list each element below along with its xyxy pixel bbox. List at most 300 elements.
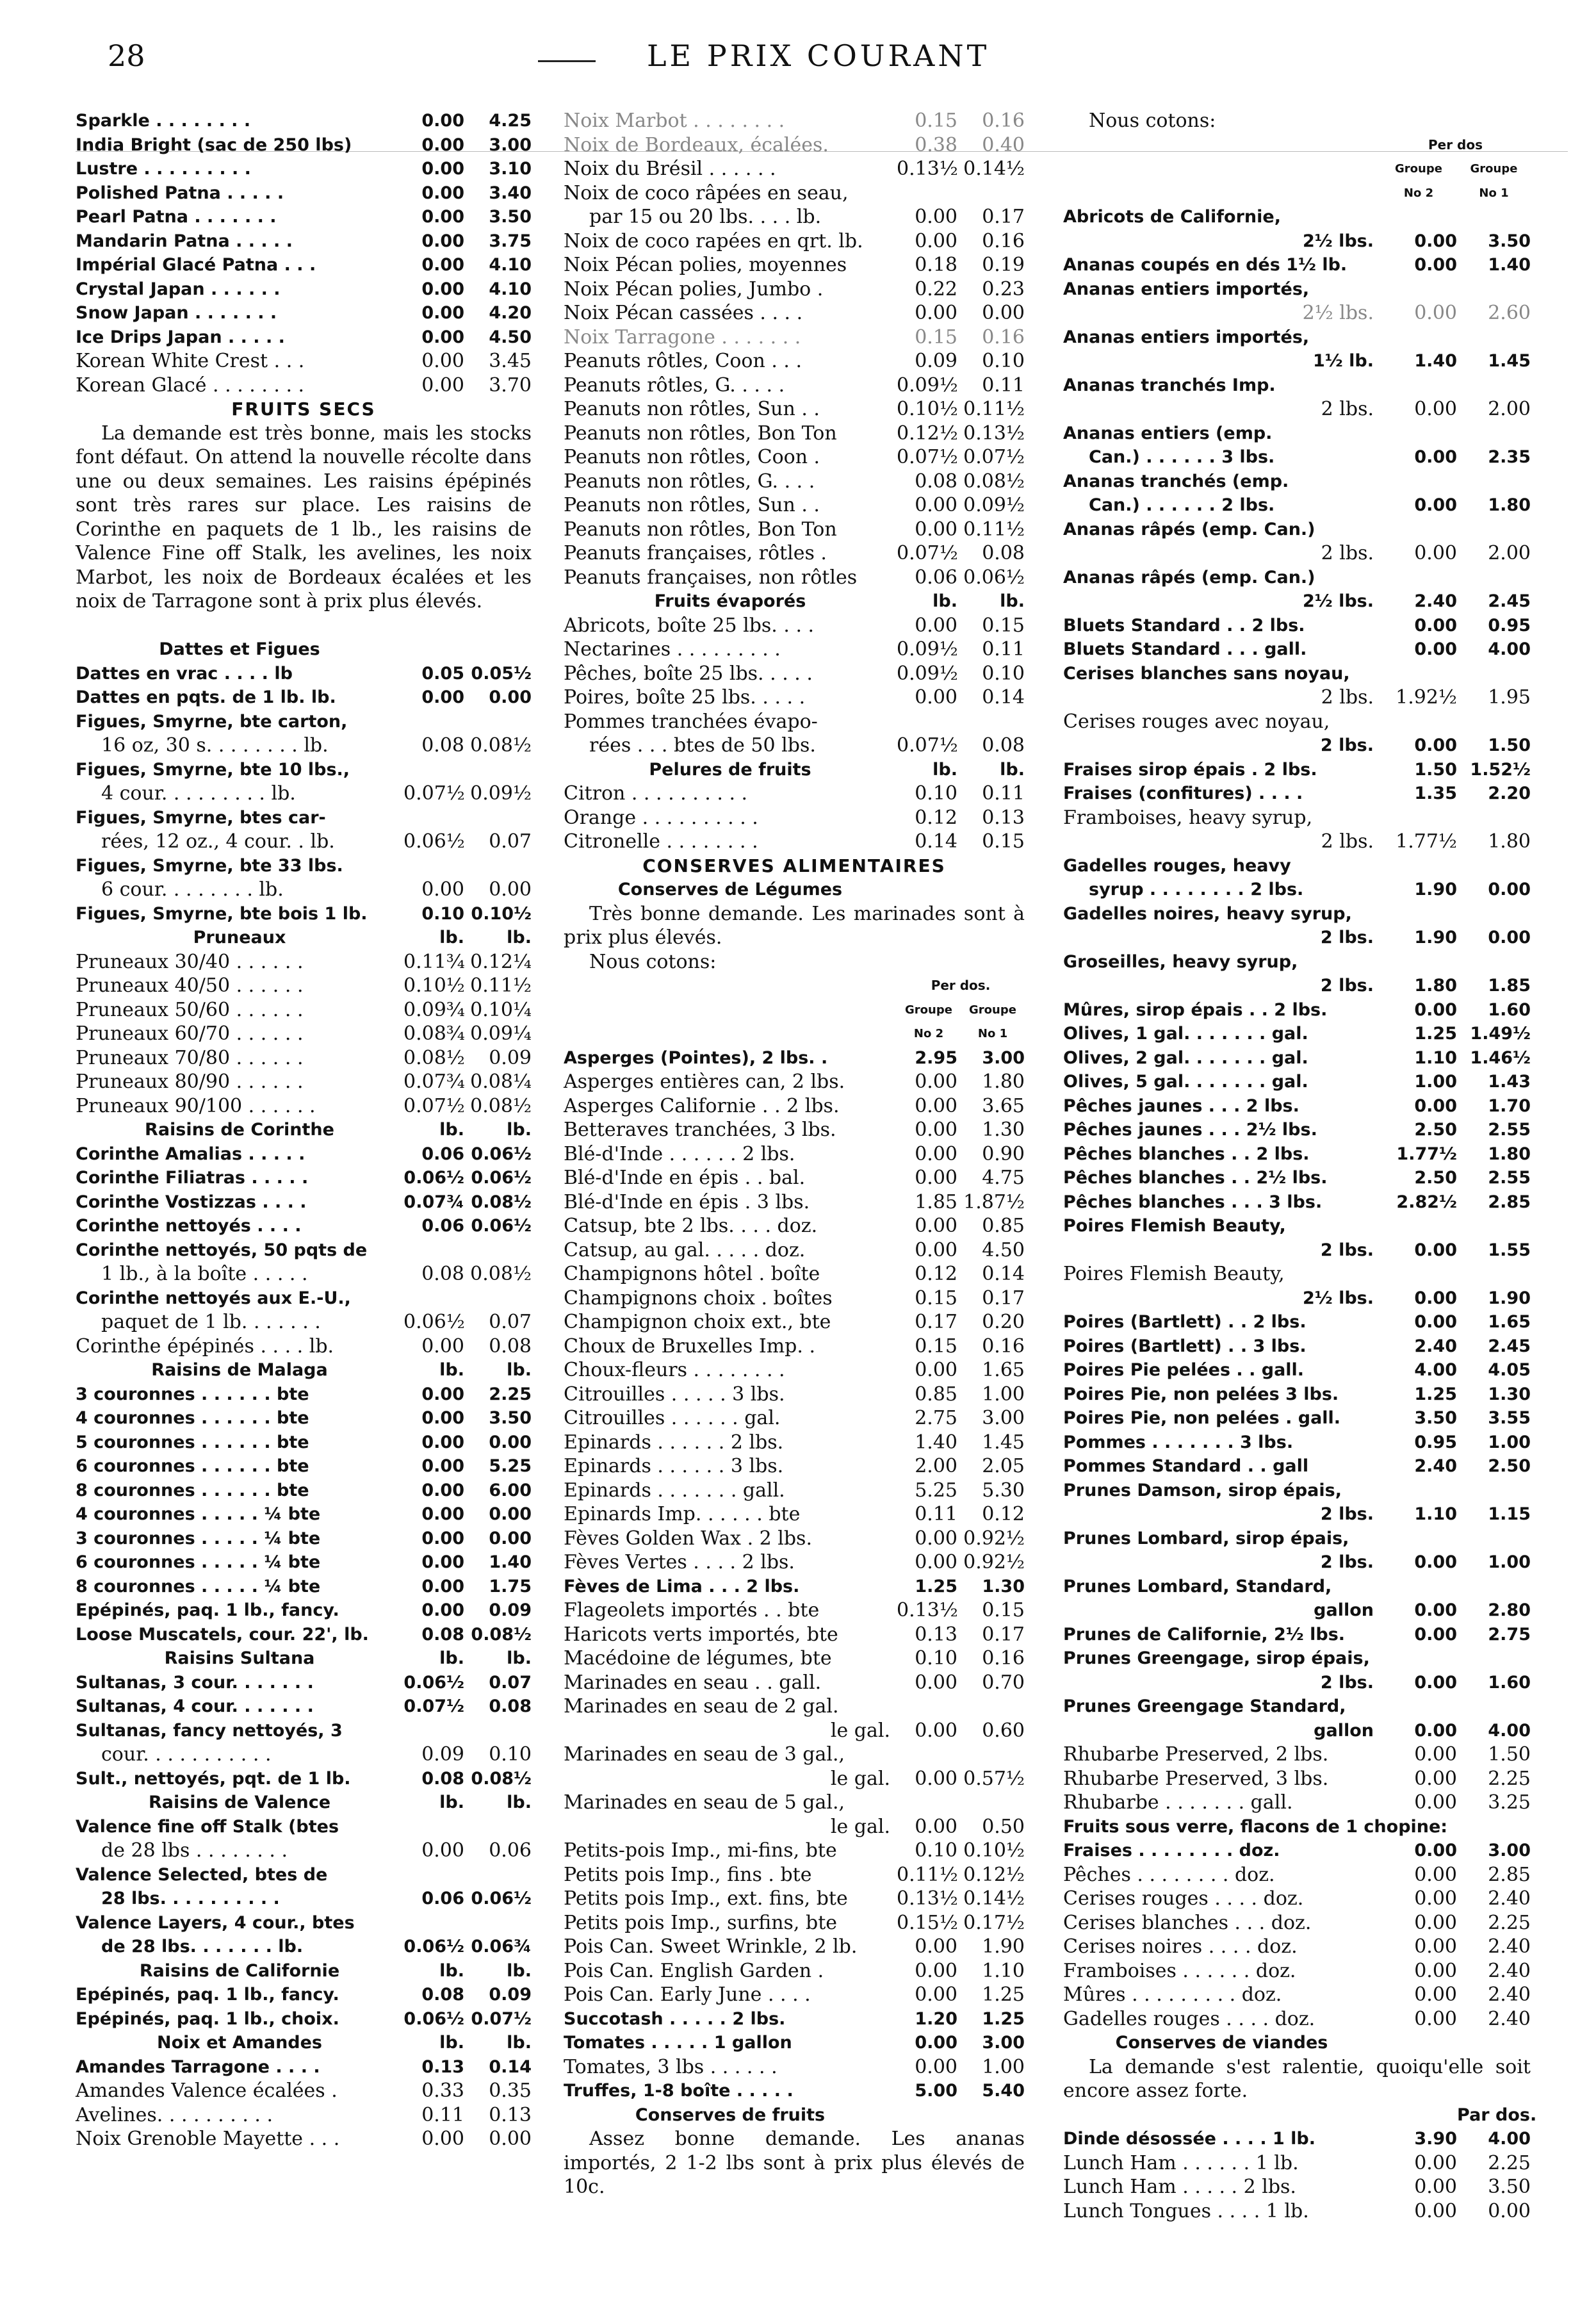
price-group-1: 4.00 <box>1488 1720 1531 1741</box>
price-group-2: 0.00 <box>421 1456 464 1476</box>
price-group-2: 0.00 <box>915 1167 957 1189</box>
column-3 <box>1063 109 1537 2223</box>
price-group-1: 0.06½ <box>471 1216 532 1236</box>
item-label: Noix Pécan polies, Jumbo . <box>564 277 824 300</box>
price-group-2: 0.00 <box>421 1600 464 1620</box>
item-label: Valence fine off Stalk (btes <box>76 1816 339 1837</box>
price-group-1: 0.14½ <box>963 1887 1025 1910</box>
item-label: Rhubarbe Preserved, 2 lbs. <box>1063 1743 1329 1766</box>
item-label: Petits-pois Imp., mi-fins, bte <box>564 1839 837 1862</box>
price-row <box>76 902 532 926</box>
price-row <box>76 662 532 686</box>
price-row <box>564 1911 1025 1935</box>
price-group-2: 2.40 <box>1414 1456 1457 1476</box>
price-row <box>76 998 532 1022</box>
price-group-2: 0.00 <box>915 1071 957 1093</box>
price-group-2: 0.06½ <box>403 1311 465 1333</box>
item-label: Asperges (Pointes), 2 lbs. . <box>564 1047 828 1068</box>
price-group-1: 1.80 <box>1488 495 1531 515</box>
price-group-1: 4.20 <box>489 303 532 323</box>
item-label: Peanuts françaises, non rôtles <box>564 566 858 589</box>
price-row <box>1063 422 1531 446</box>
price-group-1: Par dos. <box>1457 2105 1537 2125</box>
price-group-2: 0.00 <box>915 1671 957 1694</box>
price-row <box>76 253 532 277</box>
price-group-2: 0.08 <box>421 1768 464 1789</box>
price-row <box>76 1887 532 1911</box>
price-row <box>76 1839 532 1863</box>
price-row <box>564 422 1025 446</box>
price-row <box>1063 2175 1531 2199</box>
item-label: cour. . . . . . . . . . . <box>101 1743 272 1766</box>
item-label: 4 cour. . . . . . . . . lb. <box>101 782 296 805</box>
price-group-1: 0.00 <box>489 1528 532 1548</box>
price-row <box>1063 493 1531 518</box>
price-row <box>564 1887 1025 1911</box>
price-row <box>564 325 1025 350</box>
price-row <box>564 1575 1025 1599</box>
price-group-1: 1.00 <box>982 1383 1025 1406</box>
item-label: Korean White Crest . . . <box>76 350 305 372</box>
item-label: Marinades en seau de 2 gal. <box>564 1695 839 1718</box>
price-group-1: 1.95 <box>1488 686 1531 709</box>
price-group-1: 1.45 <box>1488 351 1531 371</box>
item-label: Prunes de Californie, 2½ lbs. <box>1063 1624 1346 1645</box>
price-group-1: 0.06½ <box>471 1144 532 1164</box>
price-group-1: 5.40 <box>982 2081 1025 2101</box>
item-label: Dattes en pqts. de 1 lb. lb. <box>76 687 336 707</box>
item-label: Prunes Damson, sirop épais, <box>1063 1480 1342 1500</box>
item-label: Abricots, boîte 25 lbs. . . . <box>564 614 815 637</box>
price-group-2: 0.09 <box>421 1743 464 1766</box>
price-row <box>564 2007 1025 2031</box>
price-group-1: 0.11½ <box>963 518 1025 541</box>
price-row <box>564 1431 1025 1455</box>
price-row <box>1063 1334 1531 1359</box>
price-group-2: lb. <box>439 1793 464 1812</box>
item-label: Pois Can. Early June . . . . <box>564 1983 811 2006</box>
section-subheading <box>76 926 532 950</box>
price-group-2: 0.85 <box>915 1383 957 1406</box>
item-label: Petits pois Imp., fins . bte <box>564 1863 812 1886</box>
price-row <box>76 325 532 350</box>
price-group-1: 2.45 <box>1488 1336 1531 1356</box>
price-group-1: lb. <box>507 1120 532 1140</box>
price-group-1: 0.17½ <box>963 1911 1025 1934</box>
item-label: Champignons choix . boîtes <box>564 1286 833 1309</box>
price-group-2: lb. <box>439 1360 464 1380</box>
price-group-2: 0.09½ <box>897 662 958 685</box>
price-group-2: 1.90 <box>1414 928 1457 948</box>
price-group-1: 4.10 <box>489 255 532 275</box>
price-group-2: 0.00 <box>915 1719 957 1742</box>
price-group-2: 0.07½ <box>897 446 958 468</box>
price-row <box>564 1527 1025 1551</box>
price-row <box>1063 325 1531 350</box>
item-label: Bluets Standard . . 2 lbs. <box>1063 615 1305 636</box>
item-label: Mûres . . . . . . . . . doz. <box>1063 1983 1282 2006</box>
price-group-1: 2.40 <box>1488 1935 1531 1958</box>
item-label: Olives, 5 gal. . . . . . . gal. <box>1063 1072 1308 1092</box>
price-group-1: 0.08 <box>489 1696 532 1716</box>
price-row <box>1063 1527 1531 1551</box>
section-subheading <box>76 1791 532 1815</box>
price-group-1: 0.00 <box>982 302 1025 324</box>
price-group-2: 0.00 <box>1414 1911 1457 1934</box>
price-row <box>1063 1550 1531 1575</box>
section-subheading <box>76 1118 532 1142</box>
item-label: Pois Can. Sweet Wrinkle, 2 lb. <box>564 1935 858 1958</box>
price-group-2: 0.00 <box>421 1384 464 1404</box>
price-group-2: 0.00 <box>421 255 464 275</box>
price-row <box>1063 1983 1531 2007</box>
price-group-2: 2.40 <box>1414 1336 1457 1356</box>
price-group-1: 0.17 <box>982 1286 1025 1309</box>
price-group-1: 0.00 <box>489 687 532 707</box>
price-row <box>76 1190 532 1215</box>
price-group-1: 0.10 <box>489 1743 532 1766</box>
item-label: Lunch Ham . . . . . 2 lbs. <box>1063 2176 1296 2198</box>
subheading-label: Raisins de Corinthe <box>145 1120 334 1140</box>
price-row <box>564 1935 1025 1959</box>
price-group-1: 0.00 <box>489 1504 532 1524</box>
item-label: Corinthe épépinés . . . . lb. <box>76 1334 334 1358</box>
price-group-2: 0.07½ <box>897 542 958 564</box>
price-group-2: 0.00 <box>1414 1288 1457 1308</box>
price-row <box>564 1502 1025 1527</box>
price-group-1: lb. <box>1000 591 1025 611</box>
price-row <box>76 2079 532 2103</box>
price-group-2: lb. <box>932 759 957 780</box>
price-group-2: 0.00 <box>915 494 957 516</box>
price-group-2: 0.15 <box>915 1334 957 1358</box>
price-row <box>1063 2127 1531 2151</box>
price-row <box>564 1550 1025 1575</box>
item-label: 4 couronnes . . . . . . bte <box>76 1408 309 1428</box>
price-row <box>1063 974 1531 998</box>
item-label: 8 couronnes . . . . . ¼ bte <box>76 1576 321 1596</box>
price-row <box>76 1623 532 1647</box>
price-group-1: 2.85 <box>1488 1863 1531 1886</box>
price-group-2: 0.00 <box>1414 1096 1457 1116</box>
price-group-1: 0.09¼ <box>470 1022 532 1045</box>
price-group-2: 0.00 <box>915 1935 957 1958</box>
price-group-1: 0.07½ <box>471 2008 532 2029</box>
price-group-2: 0.06 <box>915 566 957 589</box>
price-group-1: 0.08½ <box>471 1192 532 1212</box>
price-group-2: 0.00 <box>421 373 464 397</box>
price-row <box>76 734 532 758</box>
item-label: Fraises (confitures) . . . . <box>1063 784 1303 803</box>
item-label: Pruneaux 70/80 . . . . . . <box>76 1046 304 1069</box>
header-dash <box>538 60 596 62</box>
price-row <box>1063 1022 1531 1046</box>
item-label: 2 lbs. <box>1320 1672 1374 1693</box>
item-label: Rhubarbe Preserved, 3 lbs. <box>1063 1767 1329 1790</box>
item-label: Prunes Greengage Standard, <box>1063 1696 1346 1716</box>
price-row <box>76 710 532 734</box>
price-group-1: 2.40 <box>1488 1983 1531 2006</box>
price-group-1: 0.16 <box>982 1647 1025 1670</box>
price-group-1: 3.55 <box>1488 1408 1531 1428</box>
section-subheading <box>76 1646 532 1671</box>
price-group-2: 1.80 <box>1414 976 1457 996</box>
price-group-2: 0.00 <box>421 2128 464 2150</box>
item-label: Champignon choix ext., bte <box>564 1311 831 1333</box>
subheading-label: Raisins de Malaga <box>151 1360 328 1380</box>
price-group-2: 0.00 <box>1414 231 1457 251</box>
price-group-2: 0.08½ <box>403 1046 465 1069</box>
price-row <box>1063 830 1531 854</box>
price-row <box>1063 1502 1531 1527</box>
item-label: Noix Marbot . . . . . . . . <box>564 110 785 132</box>
price-row <box>1063 2007 1531 2031</box>
price-group-2: 0.00 <box>421 1408 464 1428</box>
item-label: 8 couronnes . . . . . . bte <box>76 1480 309 1500</box>
price-group-2: 0.00 <box>421 1552 464 1572</box>
price-group-1: 0.06 <box>489 1839 532 1862</box>
item-label: 2 lbs. <box>1321 542 1374 564</box>
price-row <box>564 277 1025 302</box>
price-group-2: lb. <box>439 2033 464 2053</box>
price-group-1: 4.75 <box>982 1167 1025 1189</box>
price-group-2: 0.00 <box>915 518 957 541</box>
price-row <box>564 470 1025 494</box>
item-label: Peanuts rôtles, G. . . . . <box>564 373 785 397</box>
group-1-label: Groupe <box>969 1003 1016 1017</box>
price-row <box>564 1983 1025 2007</box>
price-group-2: 0.00 <box>1414 639 1457 659</box>
item-label: Corinthe Amalias . . . . . <box>76 1144 305 1164</box>
item-label: Poires Flemish Beauty, <box>1063 1263 1285 1285</box>
price-row <box>564 157 1025 181</box>
price-row <box>1063 1046 1531 1071</box>
item-label: 2½ lbs. <box>1302 231 1374 251</box>
item-label: Fèves Golden Wax . 2 lbs. <box>564 1527 812 1550</box>
item-label: Pêches . . . . . . . . doz. <box>1063 1863 1275 1886</box>
item-label: 6 couronnes . . . . . ¼ bte <box>76 1552 321 1572</box>
market-note: La demande s'est ralentie, quoiqu'elle soit encore assez forte. <box>1063 2055 1531 2102</box>
price-group-2: 1.77½ <box>1396 830 1457 853</box>
item-label: Citrouilles . . . . . . gal. <box>564 1407 781 1429</box>
price-group-2: 0.07¾ <box>403 1071 465 1093</box>
item-label: 2 lbs. <box>1320 928 1374 948</box>
price-group-1: 1.25 <box>982 1983 1025 2006</box>
price-group-1: 3.50 <box>1488 2176 1531 2198</box>
price-row <box>1063 1262 1531 1286</box>
item-label: 2 lbs. <box>1321 398 1374 420</box>
item-label: Epépinés, paq. 1 lb., fancy. <box>76 1985 339 2005</box>
item-label: Ice Drips Japan . . . . . <box>76 327 285 347</box>
price-row <box>76 373 532 398</box>
price-group-1: 0.00 <box>489 878 532 901</box>
price-group-1: 0.08½ <box>470 1263 532 1285</box>
price-group-1: 1.00 <box>982 2055 1025 2078</box>
price-group-1: 2.25 <box>1488 2151 1531 2174</box>
price-row <box>76 1286 532 1311</box>
price-group-1: 0.07 <box>489 830 532 853</box>
price-group-1: 0.08½ <box>470 1094 532 1117</box>
item-label: 3 couronnes . . . . . ¼ bte <box>76 1528 321 1548</box>
price-group-1: 0.60 <box>982 1719 1025 1742</box>
price-row <box>564 301 1025 325</box>
price-group-2: 0.13 <box>915 1623 957 1646</box>
item-label: Fèves de Lima . . . 2 lbs. <box>564 1576 800 1596</box>
price-row <box>564 1767 1025 1791</box>
item-label: Fraises sirop épais . 2 lbs. <box>1063 759 1317 780</box>
item-label: Pêches jaunes . . . 2 lbs. <box>1063 1096 1299 1116</box>
price-group-1: 0.06¾ <box>471 1937 532 1957</box>
item-label: Pruneaux 80/90 . . . . . . <box>76 1071 304 1093</box>
price-group-1: 1.75 <box>489 1576 532 1596</box>
price-row <box>564 1791 1025 1815</box>
price-row <box>76 1911 532 1935</box>
item-label: 5 couronnes . . . . . . bte <box>76 1432 309 1452</box>
price-row <box>564 1719 1025 1743</box>
price-group-2: 3.50 <box>1414 1408 1457 1428</box>
item-label: Corinthe Vostizzas . . . . <box>76 1192 307 1212</box>
price-group-2: 0.15 <box>915 325 957 349</box>
section-heading <box>76 397 532 422</box>
item-label: Polished Patna . . . . . <box>76 183 284 203</box>
item-label: Framboises, heavy syrup, <box>1063 806 1313 829</box>
price-group-2: 0.07½ <box>403 782 465 805</box>
price-group-1: 3.00 <box>982 1407 1025 1429</box>
price-group-1: 0.07 <box>489 1672 532 1693</box>
price-group-1: 3.00 <box>982 2033 1025 2053</box>
price-group-2: 0.00 <box>915 1527 957 1550</box>
price-group-1: 1.60 <box>1488 1672 1531 1693</box>
item-label: Epinards Imp. . . . . . bte <box>564 1503 801 1525</box>
price-group-1: 3.75 <box>489 231 532 251</box>
price-group-1: 0.16 <box>982 110 1025 132</box>
item-label: Epinards . . . . . . . gall. <box>564 1479 785 1502</box>
item-label: Framboises . . . . . . doz. <box>1063 1959 1296 1982</box>
price-row <box>76 854 532 878</box>
price-group-1: 0.16 <box>982 229 1025 252</box>
item-label: Petits pois Imp., surfins, bte <box>564 1911 838 1934</box>
item-label: Peanuts rôtles, Coon . . . <box>564 350 802 372</box>
price-group-1: 1.70 <box>1488 1096 1531 1116</box>
item-label: Choux-fleurs . . . . . . . . <box>564 1359 785 1381</box>
item-label: Asperges Californie . . 2 lbs. <box>564 1094 840 1117</box>
price-group-2: 0.00 <box>1414 1935 1457 1958</box>
group-2-label: Groupe <box>1395 162 1442 176</box>
price-group-2: 0.00 <box>1414 735 1457 755</box>
price-group-1: 0.14½ <box>963 158 1025 180</box>
item-label: Pruneaux 30/40 . . . . . . <box>76 950 304 973</box>
price-row <box>1063 662 1531 686</box>
price-row <box>564 637 1025 662</box>
price-row <box>564 109 1025 133</box>
price-row <box>1063 373 1531 398</box>
item-label: Epinards . . . . . . 2 lbs. <box>564 1431 784 1454</box>
price-row <box>76 1166 532 1190</box>
item-label: Figues, Smyrne, bte carton, <box>76 711 348 732</box>
item-label: Peanuts françaises, rôtles . <box>564 542 827 564</box>
price-group-2: 1.90 <box>1414 880 1457 899</box>
price-group-2: 0.00 <box>915 1983 957 2006</box>
item-label: Cerises blanches sans noyau, <box>1063 663 1350 684</box>
price-row <box>1063 1575 1531 1599</box>
price-row <box>1063 1598 1531 1623</box>
price-row <box>1063 541 1531 566</box>
price-row <box>1063 734 1531 758</box>
price-group-2: 0.00 <box>1414 2151 1457 2174</box>
price-row <box>76 830 532 854</box>
item-label: 28 lbs. . . . . . . . . . <box>101 1889 280 1908</box>
price-row <box>76 1070 532 1094</box>
item-label: Truffes, 1-8 boîte . . . . . <box>564 2081 794 2101</box>
item-label: Pearl Patna . . . . . . . <box>76 207 277 227</box>
price-row <box>76 1094 532 1119</box>
subheading-label: Conserves de fruits <box>635 2105 826 2125</box>
item-label: 2½ lbs. <box>1302 1288 1374 1308</box>
price-group-1: 4.10 <box>489 279 532 299</box>
price-row <box>76 2127 532 2151</box>
price-row <box>76 349 532 373</box>
column-2 <box>564 109 1025 2199</box>
price-row <box>1063 349 1531 373</box>
price-group-1: 0.12 <box>982 1503 1025 1525</box>
price-group-1: 2.75 <box>1488 1624 1531 1645</box>
price-group-1: 0.08½ <box>471 1768 532 1789</box>
price-group-1: 2.25 <box>1488 1767 1531 1790</box>
price-group-1: 3.50 <box>489 207 532 227</box>
price-row <box>1063 1911 1531 1935</box>
section-subheading <box>1063 2031 1531 2055</box>
price-row <box>564 1118 1025 1142</box>
item-label: Sultanas, 3 cour. . . . . . . <box>76 1672 314 1693</box>
price-group-2: 0.18 <box>915 254 957 276</box>
price-row <box>76 1479 532 1503</box>
price-group-2: 2.82½ <box>1396 1192 1457 1212</box>
group-2-label: No 2 <box>1403 186 1434 200</box>
price-group-1: lb. <box>507 1793 532 1812</box>
price-row <box>76 1214 532 1238</box>
price-group-1: lb. <box>507 1960 532 1981</box>
price-group-2: 0.00 <box>915 1815 957 1838</box>
price-group-2: 0.00 <box>421 878 464 901</box>
price-row <box>564 734 1025 758</box>
price-group-2: 1.00 <box>1414 1072 1457 1092</box>
price-group-1: 1.25 <box>982 2008 1025 2029</box>
group-2-label: No 2 <box>913 1027 944 1040</box>
price-row <box>1063 1406 1531 1431</box>
page-title: LE PRIX COURANT <box>647 38 990 73</box>
price-row <box>1063 637 1531 662</box>
price-group-1: lb. <box>1000 759 1025 780</box>
price-group-2: 0.08 <box>421 734 464 757</box>
price-group-1: 1.00 <box>1488 1552 1531 1572</box>
price-row <box>1063 758 1531 782</box>
item-label: Epépinés, paq. 1 lb., choix. <box>76 2008 339 2029</box>
item-label: Sultanas, 4 cour. . . . . . . <box>76 1696 314 1716</box>
item-label: Marinades en seau de 3 gal., <box>564 1743 845 1766</box>
price-group-2: 0.17 <box>915 1311 957 1333</box>
price-group-2: 0.00 <box>421 1504 464 1524</box>
item-label: Groseilles, heavy syrup, <box>1063 951 1298 972</box>
price-group-1: 3.50 <box>1488 231 1531 251</box>
subheading-label: Raisins Sultana <box>164 1648 315 1668</box>
price-group-1: lb. <box>507 1360 532 1380</box>
price-row <box>564 685 1025 710</box>
price-row <box>564 1623 1025 1647</box>
item-label: Blé-d'Inde en épis . . bal. <box>564 1167 806 1189</box>
price-group-1: 3.00 <box>1488 1841 1531 1860</box>
price-row <box>1063 926 1531 950</box>
price-group-1: 0.15 <box>982 614 1025 637</box>
